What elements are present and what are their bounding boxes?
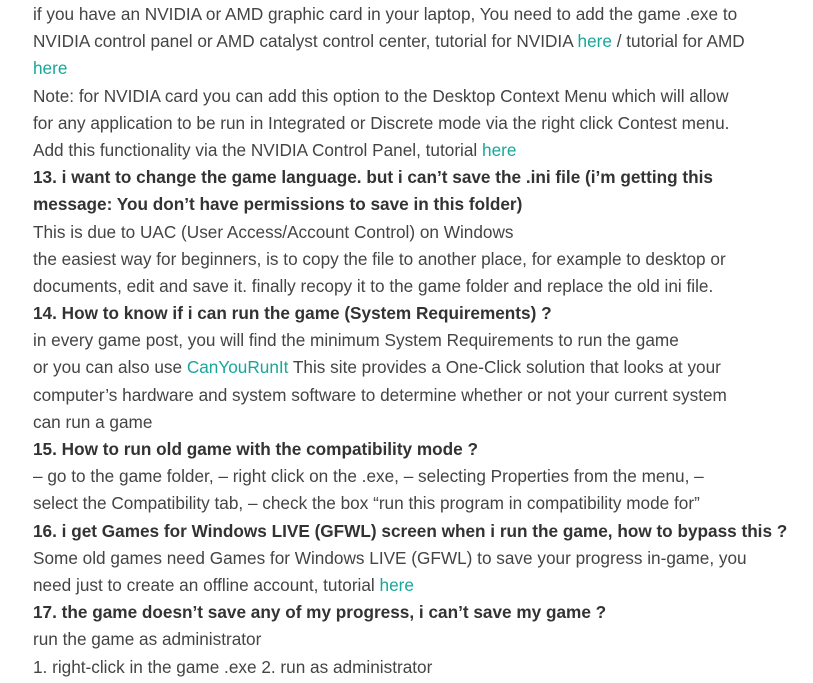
faq-article-body [33, 1, 803, 681]
text-segment: if you have an NVIDIA or AMD graphic card in your laptop, You need to add the game .exe to [33, 4, 738, 24]
text-segment: for any application to be run in Integrated or Discrete mode via the right click Contest menu. [33, 112, 730, 133]
faq-text-line [33, 327, 803, 354]
canyourunit-link[interactable]: CanYouRunIt [186, 357, 289, 378]
text-segment: 13. i want to change the game language. but i can’t save the .ini file (i’m getting this [33, 167, 713, 188]
text-segment: message: You don’t have permissions to save in this folder) [33, 194, 523, 215]
faq-question-heading [33, 300, 803, 327]
text-segment: This site provides a One-Click solution that looks at your [288, 357, 721, 378]
faq-question-heading [33, 436, 803, 463]
text-segment: Some old games need Games for Windows LIVE (GFWL) to save your progress in-game, you [33, 547, 747, 568]
text-segment: 1. right-click in the game .exe 2. run as administrator [33, 656, 433, 677]
faq-text-line [33, 463, 803, 490]
text-segment: can run a game [33, 411, 153, 432]
faq-text-line [33, 490, 803, 517]
text-segment: run the game as administrator [33, 629, 262, 650]
faq-text-line [33, 28, 803, 55]
faq-text-line [33, 382, 803, 409]
tutorial-link[interactable]: here [577, 31, 612, 52]
faq-text-line [33, 545, 803, 572]
faq-text-line [33, 110, 803, 137]
text-segment: – go to the game folder, – right click on the .exe, – selecting Properties from the menu, – [33, 466, 704, 487]
text-segment: the easiest way for beginners, is to copy the file to another place, for example to desktop or [33, 248, 726, 269]
faq-text-line [33, 572, 803, 599]
faq-text-line [33, 654, 803, 681]
text-segment: select the Compatibility tab, – check the box “run this program in compatibility mode for” [33, 493, 700, 514]
text-segment: 17. the game doesn’t save any of my progress, i can’t save my game ? [33, 602, 607, 623]
text-segment: Note: for NVIDIA card you can add this option to the Desktop Context Menu which will allow [33, 85, 729, 106]
faq-text-line [33, 626, 803, 653]
text-segment: 14. How to know if i can run the game (System Requirements) ? [33, 303, 552, 324]
text-segment: computer’s hardware and system software to determine whether or not your current system [33, 384, 727, 405]
faq-question-heading [33, 191, 803, 218]
text-segment: documents, edit and save it. finally recopy it to the game folder and replace the old ini file. [33, 275, 714, 296]
text-segment: or you can also use [33, 357, 187, 378]
text-segment: NVIDIA control panel or AMD catalyst control center, tutorial for NVIDIA [33, 31, 578, 52]
text-segment: This is due to UAC (User Access/Account Control) on Windows [33, 221, 514, 242]
faq-text-line [33, 219, 803, 246]
faq-text-line [33, 83, 803, 110]
tutorial-link[interactable]: here [482, 139, 517, 160]
faq-text-line [33, 137, 803, 164]
faq-text-line [33, 1, 803, 28]
faq-text-line [33, 273, 803, 300]
faq-text-line [33, 354, 803, 381]
tutorial-link[interactable]: here [33, 58, 68, 79]
faq-text-line [33, 409, 803, 436]
tutorial-link[interactable]: here [379, 574, 414, 595]
text-segment: need just to create an offline account, tutorial [33, 574, 380, 595]
faq-question-heading [33, 518, 803, 545]
faq-text-line [33, 246, 803, 273]
faq-question-heading [33, 599, 803, 626]
text-segment: 16. i get Games for Windows LIVE (GFWL) screen when i run the game, how to bypass this ? [33, 520, 788, 541]
text-segment: 15. How to run old game with the compatibility mode ? [33, 439, 478, 459]
faq-question-heading [33, 164, 803, 191]
text-segment: in every game post, you will find the minimum System Requirements to run the game [33, 330, 679, 351]
text-segment: / tutorial for AMD [611, 31, 745, 52]
faq-text-line [33, 55, 803, 82]
text-segment: Add this functionality via the NVIDIA Control Panel, tutorial [33, 139, 483, 160]
